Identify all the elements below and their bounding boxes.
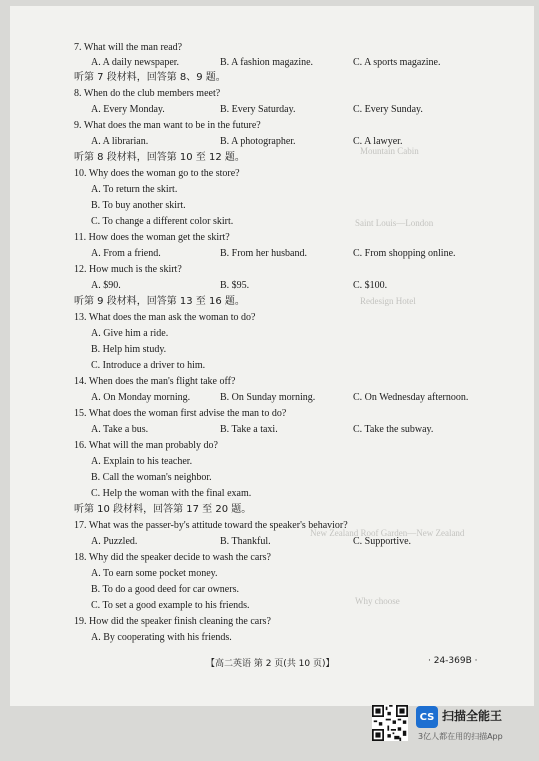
question-stem: 16. What will the man probably do? [74,440,218,451]
question-stem: 11. How does the woman get the skirt? [74,232,230,243]
option-c: C. A sports magazine. [353,57,441,68]
question-stem: 9. What does the man want to be in the future? [74,120,261,131]
option-a: A. To earn some pocket money. [91,568,218,579]
option-b: B. To do a good deed for car owners. [91,584,239,595]
option-b: B. A fashion magazine. [220,57,314,68]
option-b: B. Take a taxi. [220,424,278,435]
section-instruction: 听第 8 段材料，回答第 10 至 12 题。 [74,152,245,163]
option-b: B. Help him study. [91,344,167,355]
option-b: B. From her husband. [220,248,307,259]
option-b: B. Call the woman's neighbor. [91,472,212,483]
option-a: A. $90. [91,280,121,291]
question-stem: 8. When do the club members meet? [74,88,221,99]
question-stem: 10. Why does the woman go to the store? [74,168,240,179]
question-stem: 12. How much is the skirt? [74,264,182,275]
scanner-app-name: 扫描全能王 [442,709,503,723]
bleed-through-text: Why choose [355,596,400,606]
option-c: C. To change a different color skirt. [91,216,234,227]
option-c: C. Take the subway. [353,424,434,435]
page-footer-code: · 24-369B · [428,656,478,666]
option-a: A. Explain to his teacher. [91,456,193,467]
option-b: B. $95. [220,280,250,291]
option-b: B. To buy another skirt. [91,200,186,211]
option-a: A. Puzzled. [91,536,138,547]
option-c: C. Help the woman with the final exam. [91,488,252,499]
section-instruction: 听第 7 段材料，回答第 8、9 题。 [74,72,226,83]
option-a: A. To return the skirt. [91,184,178,195]
option-a: A. Every Monday. [91,104,165,115]
document-page [10,6,534,706]
option-a: A. From a friend. [91,248,161,259]
bleed-through-text: Redesign Hotel [360,296,416,306]
option-a: A. By cooperating with his friends. [91,632,232,643]
option-a: A. Give him a ride. [91,328,169,339]
option-b: B. Thankful. [220,536,271,547]
option-b: B. Every Saturday. [220,104,296,115]
section-instruction: 听第 10 段材料，回答第 17 至 20 题。 [74,504,252,515]
question-stem: 19. How did the speaker finish cleaning the cars? [74,616,271,627]
question-stem: 17. What was the passer-by's attitude toward the speaker's behavior? [74,520,348,531]
bleed-through-text: Saint Louis—London [355,218,434,228]
question-stem: 14. When does the man's flight take off? [74,376,236,387]
option-c: C. Every Sunday. [353,104,423,115]
camscanner-logo-icon: CS [416,706,438,728]
option-c: C. $100. [353,280,388,291]
option-c: C. Introduce a driver to him. [91,360,206,371]
qr-code-icon [372,705,408,741]
option-c: C. A lawyer. [353,136,403,147]
option-c: C. On Wednesday afternoon. [353,392,469,403]
question-stem: 13. What does the man ask the woman to do? [74,312,256,323]
option-a: A. Take a bus. [91,424,149,435]
option-a: A. On Monday morning. [91,392,191,403]
option-c: C. Supportive. [353,536,412,547]
question-stem: 15. What does the woman first advise the man to do? [74,408,287,419]
section-instruction: 听第 9 段材料，回答第 13 至 16 题。 [74,296,245,307]
bleed-through-text: Mountain Cabin [360,146,419,156]
option-c: C. From shopping online. [353,248,456,259]
scanner-tagline: 3亿人都在用的扫描App [418,732,503,741]
option-c: C. To set a good example to his friends. [91,600,250,611]
option-a: A. A librarian. [91,136,149,147]
question-stem: 7. What will the man read? [74,42,183,53]
bleed-through-text: New Zealand Roof Garden—New Zealand [310,528,465,538]
option-a: A. A daily newspaper. [91,57,180,68]
question-stem: 18. Why did the speaker decide to wash the cars? [74,552,271,563]
option-b: B. A photographer. [220,136,296,147]
page-footer-label: 【高二英语 第 2 页(共 10 页)】 [206,659,335,669]
option-b: B. On Sunday morning. [220,392,316,403]
